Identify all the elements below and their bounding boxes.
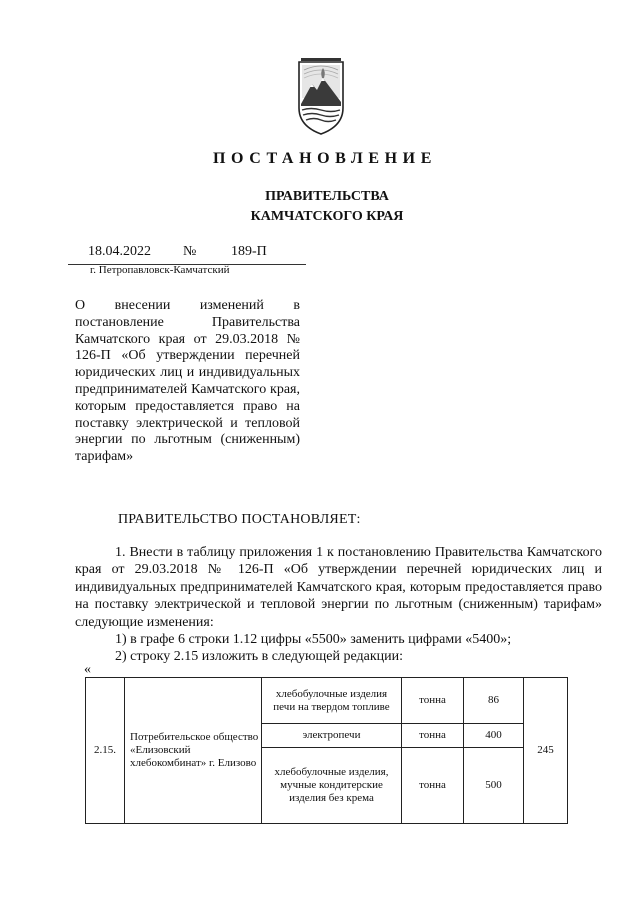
body-paragraph-2: 1) в графе 6 строки 1.12 цифры «5500» заменить цифрами «5400»; <box>115 632 512 648</box>
volume-cell: 86 <box>464 678 524 724</box>
product-cell: электропечи <box>262 724 402 748</box>
body-paragraph-1: 1. Внести в таблицу приложения 1 к постановлению Правительства Камчатского края от 29.03.2018 № 126-П «Об утверждении перечней юридических лиц и индивидуальных предпринимателей Камчатского края, которым предоставляется право на поставку электрической и тепловой энергии по льготным (сниженным) тарифам» следующие изменения: <box>75 545 602 630</box>
number-sign: № <box>183 244 197 259</box>
authority-line-1: ПРАВИТЕЛЬСТВА <box>265 189 389 204</box>
organization-cell: Потребительское общество «Елизовский хлебокомбинат» г. Елизово <box>125 678 262 824</box>
document-city: г. Петропавловск-Камчатский <box>90 264 230 276</box>
unit-cell: тонна <box>402 724 464 748</box>
table-row <box>86 678 568 724</box>
amendment-table <box>85 677 568 824</box>
document-body <box>75 544 602 666</box>
product-cell: хлебобулочные изделия печи на твердом топливе <box>262 678 402 724</box>
row-number-cell: 2.15. <box>86 678 125 824</box>
issuing-authority <box>0 187 640 227</box>
document-number: 189-П <box>231 244 267 259</box>
unit-cell: тонна <box>402 678 464 724</box>
authority-line-2: КАМЧАТСКОГО КРАЯ <box>250 209 404 224</box>
volume-cell: 500 <box>464 748 524 824</box>
product-cell: хлебобулочные изделия, мучные кондитерские изделия без крема <box>262 748 402 824</box>
total-cell: 245 <box>524 678 568 824</box>
document-subject: О внесении изменений в постановление Правительства Камчатского края от 29.03.2018 № 126-П «Об утверждении перечней юридических лиц и индивидуальных предпринимателей Камчатского края, которым предоставляется право на поставку электрической и тепловой энергии по льготным (сниженным) тарифам» <box>75 298 300 465</box>
kamchatka-coat-of-arms-icon <box>296 58 346 135</box>
volume-cell: 400 <box>464 724 524 748</box>
opening-quote: « <box>84 662 91 677</box>
document-title: ПОСТАНОВЛЕНИЕ <box>213 150 437 167</box>
unit-cell: тонна <box>402 748 464 824</box>
body-paragraph-3: 2) строку 2.15 изложить в следующей редакции: <box>115 649 404 665</box>
decree-heading: ПРАВИТЕЛЬСТВО ПОСТАНОВЛЯЕТ: <box>118 512 361 527</box>
document-date: 18.04.2022 <box>88 244 151 259</box>
